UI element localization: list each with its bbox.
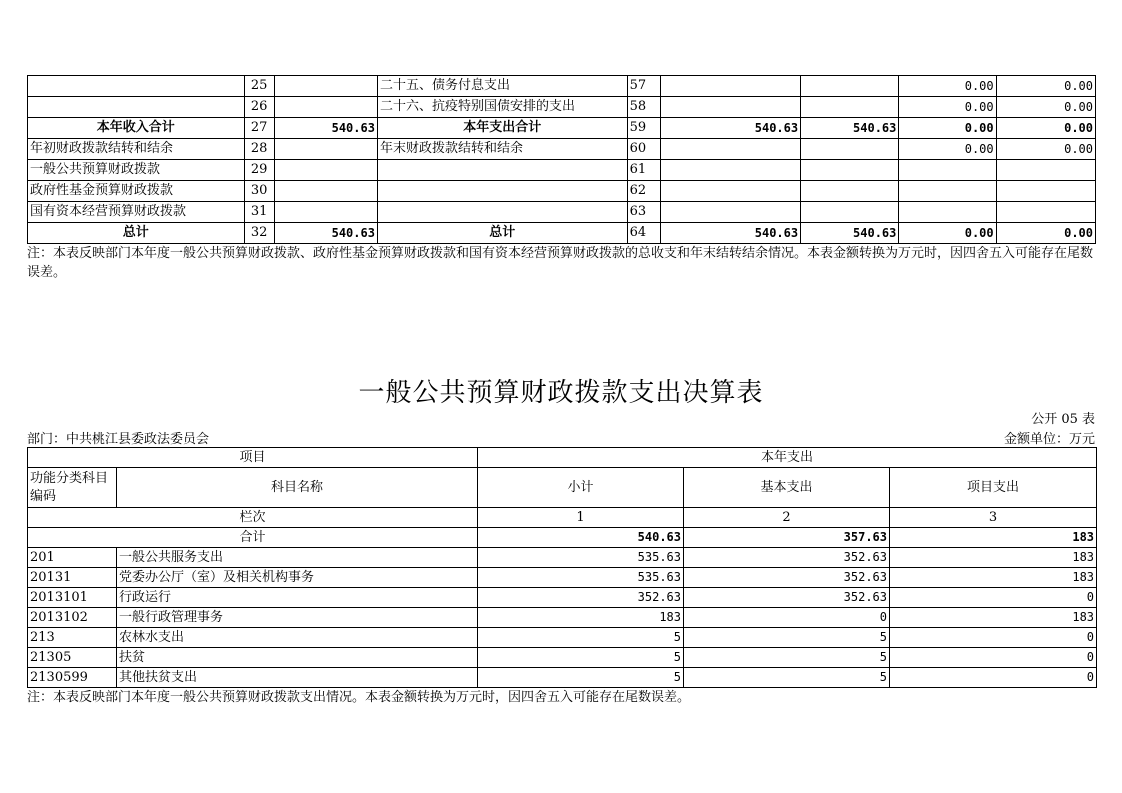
col-idx-2: 2 (684, 508, 890, 528)
expense-item-label: 二十六、抗疫特别国债安排的支出 (377, 97, 627, 118)
col-idx-1: 1 (478, 508, 684, 528)
income-amount (274, 202, 377, 223)
expense-amount-2: 540.63 (801, 118, 899, 139)
expense-amount-1 (660, 97, 800, 118)
expense-amount-2 (801, 202, 899, 223)
expense-amount-1 (660, 181, 800, 202)
income-line-number: 31 (244, 202, 274, 223)
table-row (28, 588, 1097, 608)
table-row (28, 668, 1097, 688)
income-item-label: 国有资本经营预算财政拨款 (28, 202, 245, 223)
expense-item-label (377, 181, 627, 202)
project-expense-cell: 183 (890, 548, 1097, 568)
header-row-1 (28, 448, 1097, 468)
func-code-cell: 21305 (28, 648, 117, 668)
income-expenditure-summary-table (27, 75, 1096, 244)
income-item-label: 年初财政拨款结转和结余 (28, 139, 245, 160)
header-subject-name: 科目名称 (117, 468, 478, 508)
expense-amount-4: 0.00 (996, 97, 1095, 118)
expense-amount-4: 0.00 (996, 76, 1095, 97)
basic-expense-cell: 352.63 (684, 588, 890, 608)
table-row (28, 76, 1096, 97)
expense-amount-1 (660, 76, 800, 97)
table-row (28, 97, 1096, 118)
func-code-cell: 2013102 (28, 608, 117, 628)
subtotal-cell: 535.63 (478, 548, 684, 568)
expense-amount-2 (801, 76, 899, 97)
subtotal-cell: 5 (478, 628, 684, 648)
func-code-cell: 213 (28, 628, 117, 648)
expense-item-label: 年末财政拨款结转和结余 (377, 139, 627, 160)
expense-amount-4: 0.00 (996, 139, 1095, 160)
subtotal-cell: 535.63 (478, 568, 684, 588)
expense-line-number: 60 (627, 139, 660, 160)
table-row (28, 568, 1097, 588)
income-item-label (28, 76, 245, 97)
table-row (28, 548, 1097, 568)
expense-amount-2 (801, 139, 899, 160)
general-budget-expenditure-table (27, 447, 1097, 688)
basic-expense-cell: 5 (684, 628, 890, 648)
basic-expense-cell: 5 (684, 648, 890, 668)
income-line-number: 26 (244, 97, 274, 118)
header-project-exp: 项目支出 (890, 468, 1097, 508)
expense-amount-1 (660, 202, 800, 223)
income-item-label: 总计 (28, 223, 245, 244)
income-amount: 540.63 (274, 223, 377, 244)
expense-line-number: 59 (627, 118, 660, 139)
table-code: 公开 05 表 (1031, 412, 1095, 427)
expense-amount-4 (996, 202, 1095, 223)
header-basic: 基本支出 (684, 468, 890, 508)
expense-amount-4: 0.00 (996, 118, 1095, 139)
table1-note: 注：本表反映部门本年度一般公共预算财政拨款、政府性基金预算财政拨款和国有资本经营预算财政拨款的总收支和年末结转结余情况。本表金额转换为万元时，因四舍五入可能存在尾数误差。 (27, 246, 1094, 280)
expense-amount-3: 0.00 (899, 76, 996, 97)
func-code-cell: 2130599 (28, 668, 117, 688)
income-item-label: 一般公共预算财政拨款 (28, 160, 245, 181)
income-item-label (28, 97, 245, 118)
expense-line-number: 57 (627, 76, 660, 97)
col-idx-3: 3 (890, 508, 1097, 528)
project-expense-cell: 0 (890, 628, 1097, 648)
expense-line-number: 61 (627, 160, 660, 181)
header-func-code: 功能分类科目编码 (28, 468, 117, 508)
basic-expense-cell: 352.63 (684, 548, 890, 568)
expense-amount-1: 540.63 (660, 223, 800, 244)
expense-amount-3: 0.00 (899, 223, 996, 244)
expense-amount-1 (660, 139, 800, 160)
expense-line-number: 63 (627, 202, 660, 223)
income-item-label: 本年收入合计 (28, 118, 245, 139)
table-row (28, 139, 1096, 160)
column-index-row (28, 508, 1097, 528)
expense-amount-2 (801, 181, 899, 202)
header-project: 项目 (28, 448, 478, 468)
income-amount (274, 97, 377, 118)
income-amount: 540.63 (274, 118, 377, 139)
expense-amount-4: 0.00 (996, 223, 1095, 244)
expense-item-label: 二十五、债务付息支出 (377, 76, 627, 97)
header-row-2 (28, 468, 1097, 508)
income-line-number: 27 (244, 118, 274, 139)
basic-expense-cell: 0 (684, 608, 890, 628)
table2-note: 注：本表反映部门本年度一般公共预算财政拨款支出情况。本表金额转换为万元时，因四舍五入可能存在尾数误差。 (27, 690, 691, 705)
project-expense-cell: 183 (890, 608, 1097, 628)
expense-amount-4 (996, 160, 1095, 181)
expense-line-number: 58 (627, 97, 660, 118)
subtotal-cell: 183 (478, 608, 684, 628)
expense-item-label: 总计 (377, 223, 627, 244)
table-row (28, 160, 1096, 181)
table-row (28, 608, 1097, 628)
subtotal-cell: 5 (478, 668, 684, 688)
subject-name-cell: 一般行政管理事务 (117, 608, 478, 628)
expense-amount-3 (899, 202, 996, 223)
project-expense-cell: 0 (890, 648, 1097, 668)
table-row (28, 648, 1097, 668)
income-line-number: 29 (244, 160, 274, 181)
expense-amount-3: 0.00 (899, 139, 996, 160)
expense-amount-3 (899, 160, 996, 181)
income-line-number: 28 (244, 139, 274, 160)
expense-line-number: 64 (627, 223, 660, 244)
total-label: 合计 (28, 528, 478, 548)
subject-name-cell: 行政运行 (117, 588, 478, 608)
table-row (28, 181, 1096, 202)
income-line-number: 30 (244, 181, 274, 202)
subject-name-cell: 一般公共服务支出 (117, 548, 478, 568)
total-subtotal: 540.63 (478, 528, 684, 548)
expense-item-label (377, 202, 627, 223)
subject-name-cell: 扶贫 (117, 648, 478, 668)
func-code-cell: 201 (28, 548, 117, 568)
table-row (28, 223, 1096, 244)
project-expense-cell: 0 (890, 588, 1097, 608)
department-label: 部门：中共桃江县委政法委员会 (27, 432, 210, 447)
expense-item-label: 本年支出合计 (377, 118, 627, 139)
func-code-cell: 2013101 (28, 588, 117, 608)
col-idx-label: 栏次 (28, 508, 478, 528)
subject-name-cell: 其他扶贫支出 (117, 668, 478, 688)
page-title: 一般公共预算财政拨款支出决算表 (358, 378, 764, 408)
basic-expense-cell: 5 (684, 668, 890, 688)
expense-amount-4 (996, 181, 1095, 202)
income-line-number: 25 (244, 76, 274, 97)
subtotal-cell: 352.63 (478, 588, 684, 608)
expense-amount-3 (899, 181, 996, 202)
income-line-number: 32 (244, 223, 274, 244)
expense-amount-2: 540.63 (801, 223, 899, 244)
total-row (28, 528, 1097, 548)
table-row (28, 628, 1097, 648)
subtotal-cell: 5 (478, 648, 684, 668)
income-amount (274, 139, 377, 160)
income-item-label: 政府性基金预算财政拨款 (28, 181, 245, 202)
expense-line-number: 62 (627, 181, 660, 202)
func-code-cell: 20131 (28, 568, 117, 588)
project-expense-cell: 0 (890, 668, 1097, 688)
project-expense-cell: 183 (890, 568, 1097, 588)
header-subtotal: 小计 (478, 468, 684, 508)
income-amount (274, 160, 377, 181)
table-row (28, 202, 1096, 223)
expense-amount-2 (801, 160, 899, 181)
expense-amount-3: 0.00 (899, 118, 996, 139)
total-project: 183 (890, 528, 1097, 548)
basic-expense-cell: 352.63 (684, 568, 890, 588)
subject-name-cell: 农林水支出 (117, 628, 478, 648)
expense-item-label (377, 160, 627, 181)
subject-name-cell: 党委办公厅（室）及相关机构事务 (117, 568, 478, 588)
income-amount (274, 181, 377, 202)
income-amount (274, 76, 377, 97)
expense-amount-3: 0.00 (899, 97, 996, 118)
total-basic: 357.63 (684, 528, 890, 548)
expense-amount-1: 540.63 (660, 118, 800, 139)
amount-unit-label: 金额单位：万元 (1003, 432, 1095, 447)
expense-amount-1 (660, 160, 800, 181)
expense-amount-2 (801, 97, 899, 118)
table-row (28, 118, 1096, 139)
header-current-year: 本年支出 (478, 448, 1097, 468)
